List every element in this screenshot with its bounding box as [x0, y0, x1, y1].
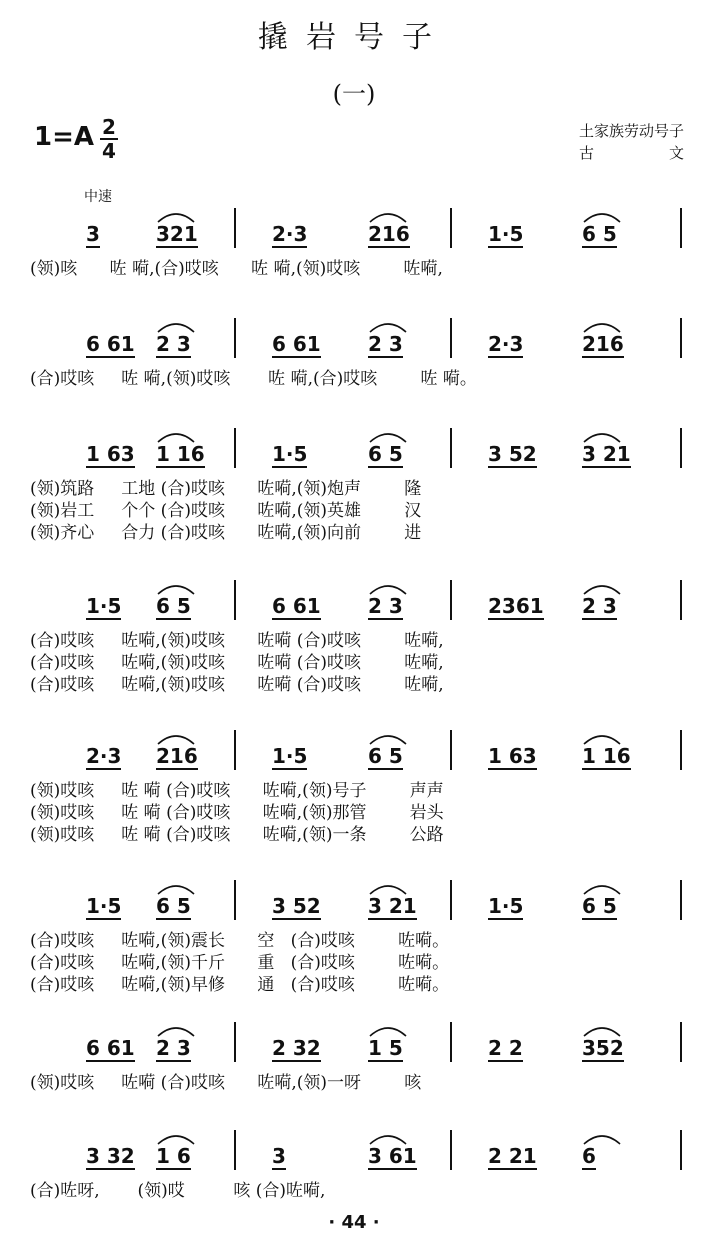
slur — [158, 886, 194, 894]
note-group: 3 21 — [582, 442, 631, 466]
slur — [584, 1136, 620, 1144]
lyric-line: (领)哎咳 咗 嗬 (合)哎咳 咗嗬,(领)一条 公路 — [30, 825, 444, 845]
credits-genre: 土家族劳动号子 — [578, 122, 684, 140]
note-group: 216 — [368, 222, 410, 246]
song-subtitle: (一) — [332, 80, 376, 108]
slur — [158, 434, 194, 442]
note-row — [0, 580, 708, 620]
note-group: 6 61 — [86, 1036, 135, 1060]
note-row — [0, 730, 708, 770]
note-group: 2·3 — [86, 744, 122, 768]
note-group: 1·5 — [86, 894, 122, 918]
note-group: 3 32 — [86, 1144, 135, 1168]
slur — [158, 736, 194, 744]
note-group: 1·5 — [488, 222, 524, 246]
time-signature — [100, 116, 118, 162]
lyric-line: (领)岩工 个个 (合)哎咳 咗嗬,(领)英雄 汉 — [30, 501, 422, 521]
note-row — [0, 428, 708, 468]
note-group: 2 3 — [368, 594, 403, 618]
note-group: 6 61 — [86, 332, 135, 356]
music-system — [0, 730, 708, 845]
note-group: 2·3 — [488, 332, 524, 356]
lyric-line: (领)筑路 工地 (合)哎咳 咗嗬,(领)炮声 隆 — [30, 479, 422, 499]
note-group: 1·5 — [272, 442, 308, 466]
note-group: 2 3 — [156, 332, 191, 356]
lyric-line: (领)咳 咗 嗬,(合)哎咳 咗 嗬,(领)哎咳 咗嗬, — [30, 259, 443, 279]
slur-marks — [0, 580, 708, 600]
tempo-marking: 中速 — [84, 189, 112, 205]
slur-marks — [0, 730, 708, 750]
slur — [370, 324, 406, 332]
slur-marks — [0, 1022, 708, 1042]
key-signature: 1=A — [34, 122, 94, 152]
note-group: 6 5 — [368, 442, 403, 466]
credits-arranger — [579, 142, 684, 164]
note-group: 6 61 — [272, 594, 321, 618]
lyric-line: (合)哎咳 咗嗬,(领)哎咳 咗嗬 (合)哎咳 咗嗬, — [30, 675, 444, 695]
lyric-line: (合)哎咳 咗嗬,(领)哎咳 咗嗬 (合)哎咳 咗嗬, — [30, 631, 444, 651]
slur-marks — [0, 208, 708, 228]
music-system — [0, 880, 708, 995]
lyric-line: (领)哎咳 咗 嗬 (合)哎咳 咗嗬,(领)那管 岩头 — [30, 803, 444, 823]
note-group: 6 5 — [582, 894, 617, 918]
credits-arranger-part2: 文 — [668, 144, 684, 162]
music-system — [0, 318, 708, 428]
note-group: 1 16 — [582, 744, 631, 768]
note-group: 3 — [272, 1144, 286, 1168]
lyric-line: (合)哎咳 咗嗬,(领)震长 空 (合)哎咳 咗嗬。 — [30, 931, 450, 951]
slur-marks — [0, 428, 708, 448]
note-group: 1·5 — [86, 594, 122, 618]
note-group: 2 3 — [156, 1036, 191, 1060]
slur — [158, 324, 194, 332]
slur — [584, 434, 620, 442]
slur — [584, 736, 620, 744]
credits-arranger-part1: 古 — [578, 144, 594, 162]
note-group: 3 52 — [272, 894, 321, 918]
slur — [158, 586, 194, 594]
note-group: 2 2 — [488, 1036, 523, 1060]
note-row — [0, 1130, 708, 1170]
note-group: 216 — [156, 744, 198, 768]
slur — [584, 1028, 620, 1036]
slur — [158, 1136, 194, 1144]
note-group: 6 5 — [156, 894, 191, 918]
music-system — [0, 1022, 708, 1132]
note-group: 1 63 — [86, 442, 135, 466]
music-system — [0, 580, 708, 695]
lyric-line: (领)哎咳 咗嗬 (合)哎咳 咗嗬,(领)一呀 咳 — [30, 1073, 422, 1093]
slur-marks — [0, 1130, 708, 1150]
note-group: 1·5 — [272, 744, 308, 768]
note-group: 2 32 — [272, 1036, 321, 1060]
note-group: 2361 — [488, 594, 544, 618]
lyric-line: (合)咗呀, (领)哎 咳 (合)咗嗬, — [30, 1181, 326, 1201]
slur — [370, 736, 406, 744]
slur — [370, 434, 406, 442]
slur — [584, 586, 620, 594]
lyric-line: (合)哎咳 咗 嗬,(领)哎咳 咗 嗬,(合)哎咳 咗 嗬。 — [30, 369, 477, 389]
slur — [584, 324, 620, 332]
note-group: 321 — [156, 222, 198, 246]
slur — [370, 1028, 406, 1036]
note-group: 1 16 — [156, 442, 205, 466]
lyric-line: (合)哎咳 咗嗬,(领)早修 通 (合)哎咳 咗嗬。 — [30, 975, 450, 995]
note-group: 1 6 — [156, 1144, 191, 1168]
note-row — [0, 1022, 708, 1062]
slur-marks — [0, 880, 708, 900]
page-number: · 44 · — [328, 1212, 380, 1233]
note-group: 3 52 — [488, 442, 537, 466]
note-group: 3 21 — [368, 894, 417, 918]
note-group: 216 — [582, 332, 624, 356]
slur — [370, 214, 406, 222]
note-group: 1 63 — [488, 744, 537, 768]
note-group: 2 3 — [368, 332, 403, 356]
note-group: 2·3 — [272, 222, 308, 246]
slur — [584, 214, 620, 222]
note-group: 1 5 — [368, 1036, 403, 1060]
music-system — [0, 428, 708, 543]
note-group: 1·5 — [488, 894, 524, 918]
note-group: 3 — [86, 222, 100, 246]
slur — [370, 586, 406, 594]
note-group: 352 — [582, 1036, 624, 1060]
slur-marks — [0, 318, 708, 338]
time-signature-denominator: 4 — [102, 139, 116, 163]
song-title: 撬岩号子 — [258, 20, 450, 55]
slur — [158, 1028, 194, 1036]
lyric-line: (领)齐心 合力 (合)哎咳 咗嗬,(领)向前 进 — [30, 523, 422, 543]
note-group: 6 5 — [582, 222, 617, 246]
lyric-line: (合)哎咳 咗嗬,(领)哎咳 咗嗬 (合)哎咳 咗嗬, — [30, 653, 444, 673]
time-signature-numerator: 2 — [100, 116, 118, 140]
credits — [579, 120, 684, 164]
note-group: 3 61 — [368, 1144, 417, 1168]
note-group: 6 5 — [156, 594, 191, 618]
slur — [158, 214, 194, 222]
slur — [370, 1136, 406, 1144]
slur — [370, 886, 406, 894]
note-row — [0, 880, 708, 920]
slur — [584, 886, 620, 894]
note-group: 2 3 — [582, 594, 617, 618]
note-group: 2 21 — [488, 1144, 537, 1168]
lyric-line: (领)哎咳 咗 嗬 (合)哎咳 咗嗬,(领)号子 声声 — [30, 781, 444, 801]
music-system — [0, 208, 708, 318]
lyric-line: (合)哎咳 咗嗬,(领)千斤 重 (合)哎咳 咗嗬。 — [30, 953, 450, 973]
note-group: 6 — [582, 1144, 596, 1168]
note-group: 6 61 — [272, 332, 321, 356]
note-row — [0, 318, 708, 358]
note-group: 6 5 — [368, 744, 403, 768]
note-row — [0, 208, 708, 248]
